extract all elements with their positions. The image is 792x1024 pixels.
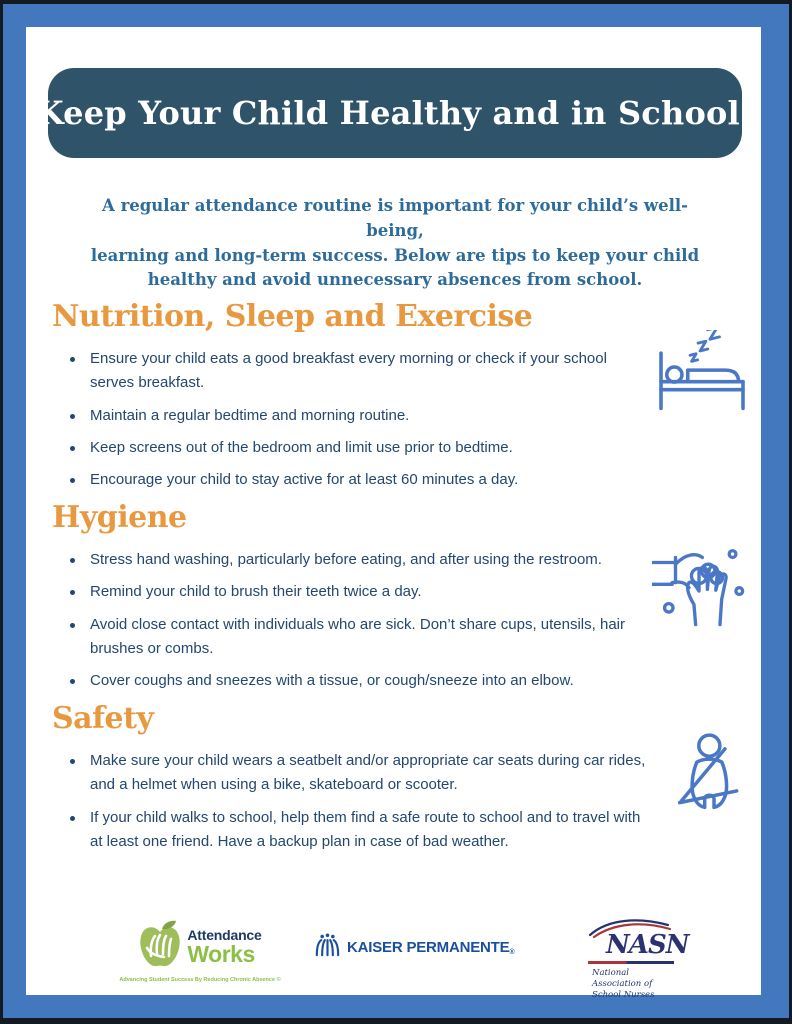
hand-washing-icon (652, 539, 746, 638)
title-banner (35, 68, 755, 158)
kaiser-permanente-wordmark: KAISER PERMANENTE® (347, 939, 515, 956)
intro-line: A regular attendance routine is important for your child’s well-being, (102, 196, 688, 240)
bullet-list (64, 548, 649, 693)
sleeping-in-bed-icon (652, 330, 752, 417)
page-title: Keep Your Child Healthy and in School! (35, 94, 755, 132)
bullet-item: Cover coughs and sneezes with a tissue, or cough/sneeze into an elbow. (64, 669, 649, 693)
seatbelt-icon (668, 729, 746, 822)
intro-line: healthy and avoid unnecessary absences from school. (147, 270, 643, 290)
section-nutrition-sleep-exercise (26, 299, 686, 500)
bullet-item: Keep screens out of the bedroom and limit use prior to bedtime. (64, 436, 649, 460)
nasn-full-name: National Association of School Nurses (592, 968, 655, 1001)
intro-line: learning and long-term success. Below are tips to keep your child (90, 245, 700, 265)
bullet-item: If your child walks to school, help them find a safe route to school and to travel with at least one friend. Have a backup plan in case of bad weather. (64, 806, 649, 855)
registered-mark: ® (509, 949, 515, 956)
flyer-page (26, 27, 761, 1001)
section-heading: Nutrition, Sleep and Exercise (52, 299, 533, 334)
kaiser-permanente-logo (314, 933, 514, 962)
nasn-logo (588, 917, 698, 1001)
attendance-works-tagline: Advancing Student Success By Reducing Chronic Absence © (119, 977, 281, 983)
attendance-works-word1: Attendance (187, 926, 262, 943)
bullet-item: Ensure your child eats a good breakfast every morning or check if your school serves breakfast. (64, 347, 649, 396)
bullet-item: Avoid close contact with individuals who are sick. Don’t share cups, utensils, hair brushes or combs. (64, 613, 649, 662)
attendance-works-logo (118, 920, 282, 983)
bullet-item: Stress hand washing, particularly before eating, and after using the restroom. (64, 548, 649, 572)
bullet-list (64, 347, 649, 492)
bullet-item: Make sure your child wears a seatbelt and/or appropriate car seats during car rides, and a helmet when using a bike, skateboard or scooter. (64, 749, 649, 798)
bullet-item: Maintain a regular bedtime and morning routine. (64, 404, 649, 428)
attendance-works-word2: Works (187, 940, 255, 967)
section-safety (26, 701, 686, 862)
bullet-list (64, 749, 649, 854)
section-heading: Safety (52, 701, 154, 736)
bullet-item: Remind your child to brush their teeth twice a day. (64, 580, 649, 604)
section-hygiene (26, 500, 686, 701)
nasn-acronym: NASN (606, 930, 689, 960)
apple-hand-icon (138, 920, 182, 973)
intro-paragraph (75, 194, 715, 293)
nasn-rule (588, 961, 674, 964)
section-heading: Hygiene (52, 500, 187, 535)
kaiser-people-icon (314, 933, 341, 962)
bullet-item: Encourage your child to stay active for at least 60 minutes a day. (64, 468, 649, 492)
